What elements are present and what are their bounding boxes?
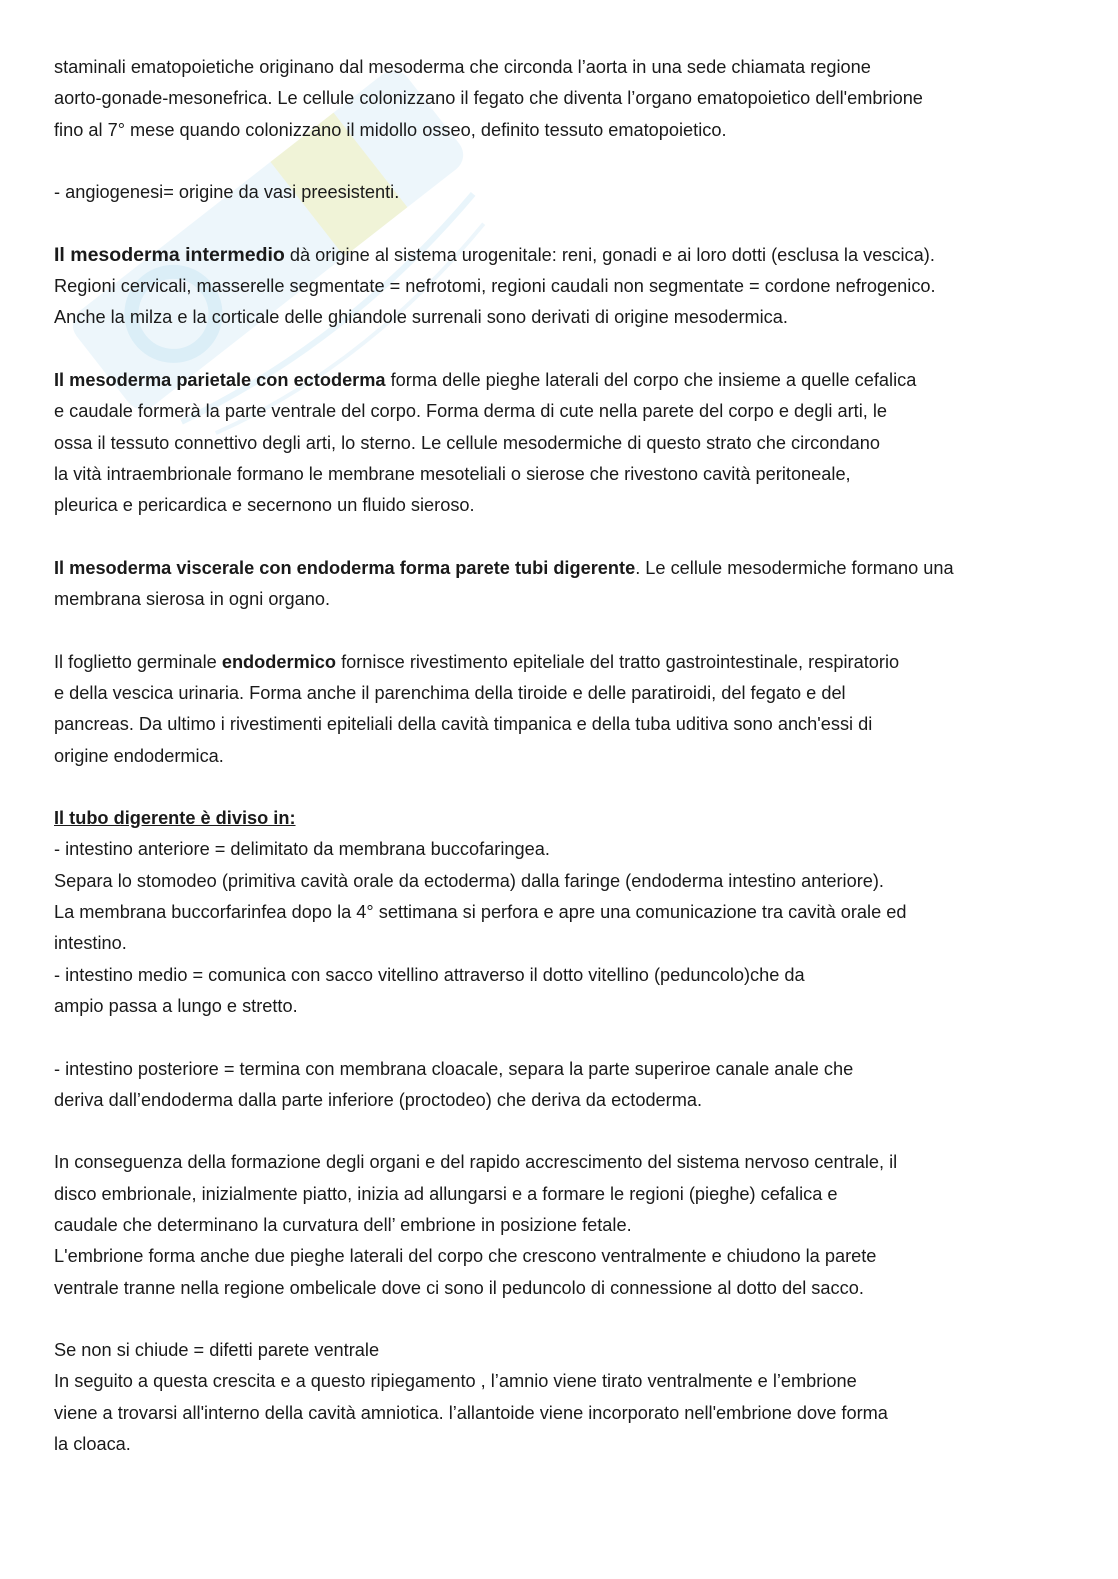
bold-term: Il mesoderma viscerale con endoderma forma parete tubi digerente [54, 557, 636, 578]
bold-term: endodermico [221, 651, 337, 672]
text-line: Regioni cervicali, masserelle segmentate = nefrotomi, regioni caudali non segmentate = cordone nefrogenico. [54, 276, 936, 297]
text-line: In conseguenza della formazione degli organi e del rapido accrescimento del sistema nervoso centrale, il [54, 1152, 898, 1173]
paragraph-angiogenesi [54, 177, 1064, 208]
text-line: - intestino posteriore = termina con membrana cloacale, separa la parte superiroe canale anale che [54, 1058, 854, 1079]
text-fragment: Il foglietto germinale [54, 651, 222, 672]
bold-term: Il mesoderma parietale con ectoderma [54, 369, 386, 390]
text-line: intestino. [54, 933, 127, 954]
paragraph-intestino-posteriore [54, 1054, 1064, 1117]
text-line: L'embrione forma anche due pieghe laterali del corpo che crescono ventralmente e chiudono la parete [54, 1246, 877, 1267]
paragraph-mesoderma-intermedio [54, 240, 1064, 334]
text-fragment: forma delle pieghe laterali del corpo che insieme a quelle cefalica [385, 369, 917, 390]
text-line: viene a trovarsi all'interno della cavità amniotica. l’allantoide viene incorporato nell'embrione dove forma [54, 1402, 888, 1423]
text-fragment: . Le cellule mesodermiche formano una [635, 557, 954, 578]
text-line: disco embrionale, inizialmente piatto, inizia ad allungarsi e a formare le regioni (pieghe) cefalica e [54, 1183, 838, 1204]
paragraph-endoderma [54, 647, 1064, 772]
text-line: La membrana buccorfarinfea dopo la 4° settimana si perfora e apre una comunicazione tra cavità orale ed [54, 902, 907, 923]
text-line: origine endodermica. [54, 745, 224, 766]
document-body [54, 52, 1064, 1460]
paragraph-difetti-parete [54, 1335, 1064, 1460]
section-heading: Il tubo digerente è diviso in: [54, 808, 296, 829]
text-line: pancreas. Da ultimo i rivestimenti epiteliali della cavità timpanica e della tuba uditiva sono anch'essi di [54, 714, 873, 735]
text-line: staminali ematopoietiche originano dal mesoderma che circonda l’aorta in una sede chiamata regione [54, 57, 871, 77]
paragraph-tubo-digerente [54, 803, 1064, 1022]
text-line: In seguito a questa crescita e a questo ripiegamento , l’amnio viene tirato ventralmente e l’embrione [54, 1371, 857, 1392]
text-line: - intestino medio = comunica con sacco vitellino attraverso il dotto vitellino (peduncolo)che da [54, 964, 805, 985]
text-line: ossa il tessuto connettivo degli arti, lo sterno. Le cellule mesodermiche di questo strato che circondano [54, 432, 880, 453]
text-line: ventrale tranne nella regione ombelicale dove ci sono il peduncolo di connessione al dotto del sacco. [54, 1277, 864, 1298]
paragraph-mesoderma-viscerale [54, 553, 1064, 616]
text-fragment: fornisce rivestimento epiteliale del tratto gastrointestinale, respiratorio [336, 651, 900, 672]
bold-term: Il mesoderma intermedio [54, 243, 285, 266]
text-line: pleurica e pericardica e secernono un fluido sieroso. [54, 495, 475, 516]
text-line: Anche la milza e la corticale delle ghiandole surrenali sono derivati di origine mesodermica. [54, 307, 788, 328]
text-line: - intestino anteriore = delimitato da membrana buccofaringea. [54, 839, 550, 860]
paragraph-ripiegamento [54, 1147, 1064, 1303]
text-line: caudale che determinano la curvatura dell’ embrione in posizione fetale. [54, 1214, 632, 1235]
text-line: la cloaca. [54, 1434, 131, 1455]
text-line: Se non si chiude = difetti parete ventrale [54, 1340, 380, 1361]
text-line: Separa lo stomodeo (primitiva cavità orale da ectoderma) dalla faringe (endoderma intestino anteriore). [54, 870, 884, 891]
text-line: deriva dall’endoderma dalla parte inferiore (proctodeo) che deriva da ectoderma. [54, 1089, 703, 1110]
paragraph-ematopoiesi [54, 52, 1064, 146]
text-fragment: dà origine al sistema urogenitale: reni, gonadi e ai loro dotti (esclusa la vescica). [284, 244, 935, 265]
text-line: membrana sierosa in ogni organo. [54, 589, 331, 610]
text-line: e caudale formerà la parte ventrale del corpo. Forma derma di cute nella parete del corpo e degli arti, le [54, 401, 888, 422]
text-line: aorto-gonade-mesonefrica. Le cellule colonizzano il fegato che diventa l’organo ematopoietico dell'embrione [54, 88, 923, 109]
text-line: ampio passa a lungo e stretto. [54, 995, 298, 1016]
text-line: e della vescica urinaria. Forma anche il parenchima della tiroide e delle paratiroidi, del fegato e del [54, 682, 846, 703]
text-line: fino al 7° mese quando colonizzano il midollo osseo, definito tessuto ematopoietico. [54, 119, 727, 140]
text-line: - angiogenesi= origine da vasi preesistenti. [54, 182, 400, 203]
paragraph-mesoderma-parietale [54, 365, 1064, 521]
text-line: la vità intraembrionale formano le membrane mesoteliali o sierose che rivestono cavità peritoneale, [54, 463, 851, 484]
